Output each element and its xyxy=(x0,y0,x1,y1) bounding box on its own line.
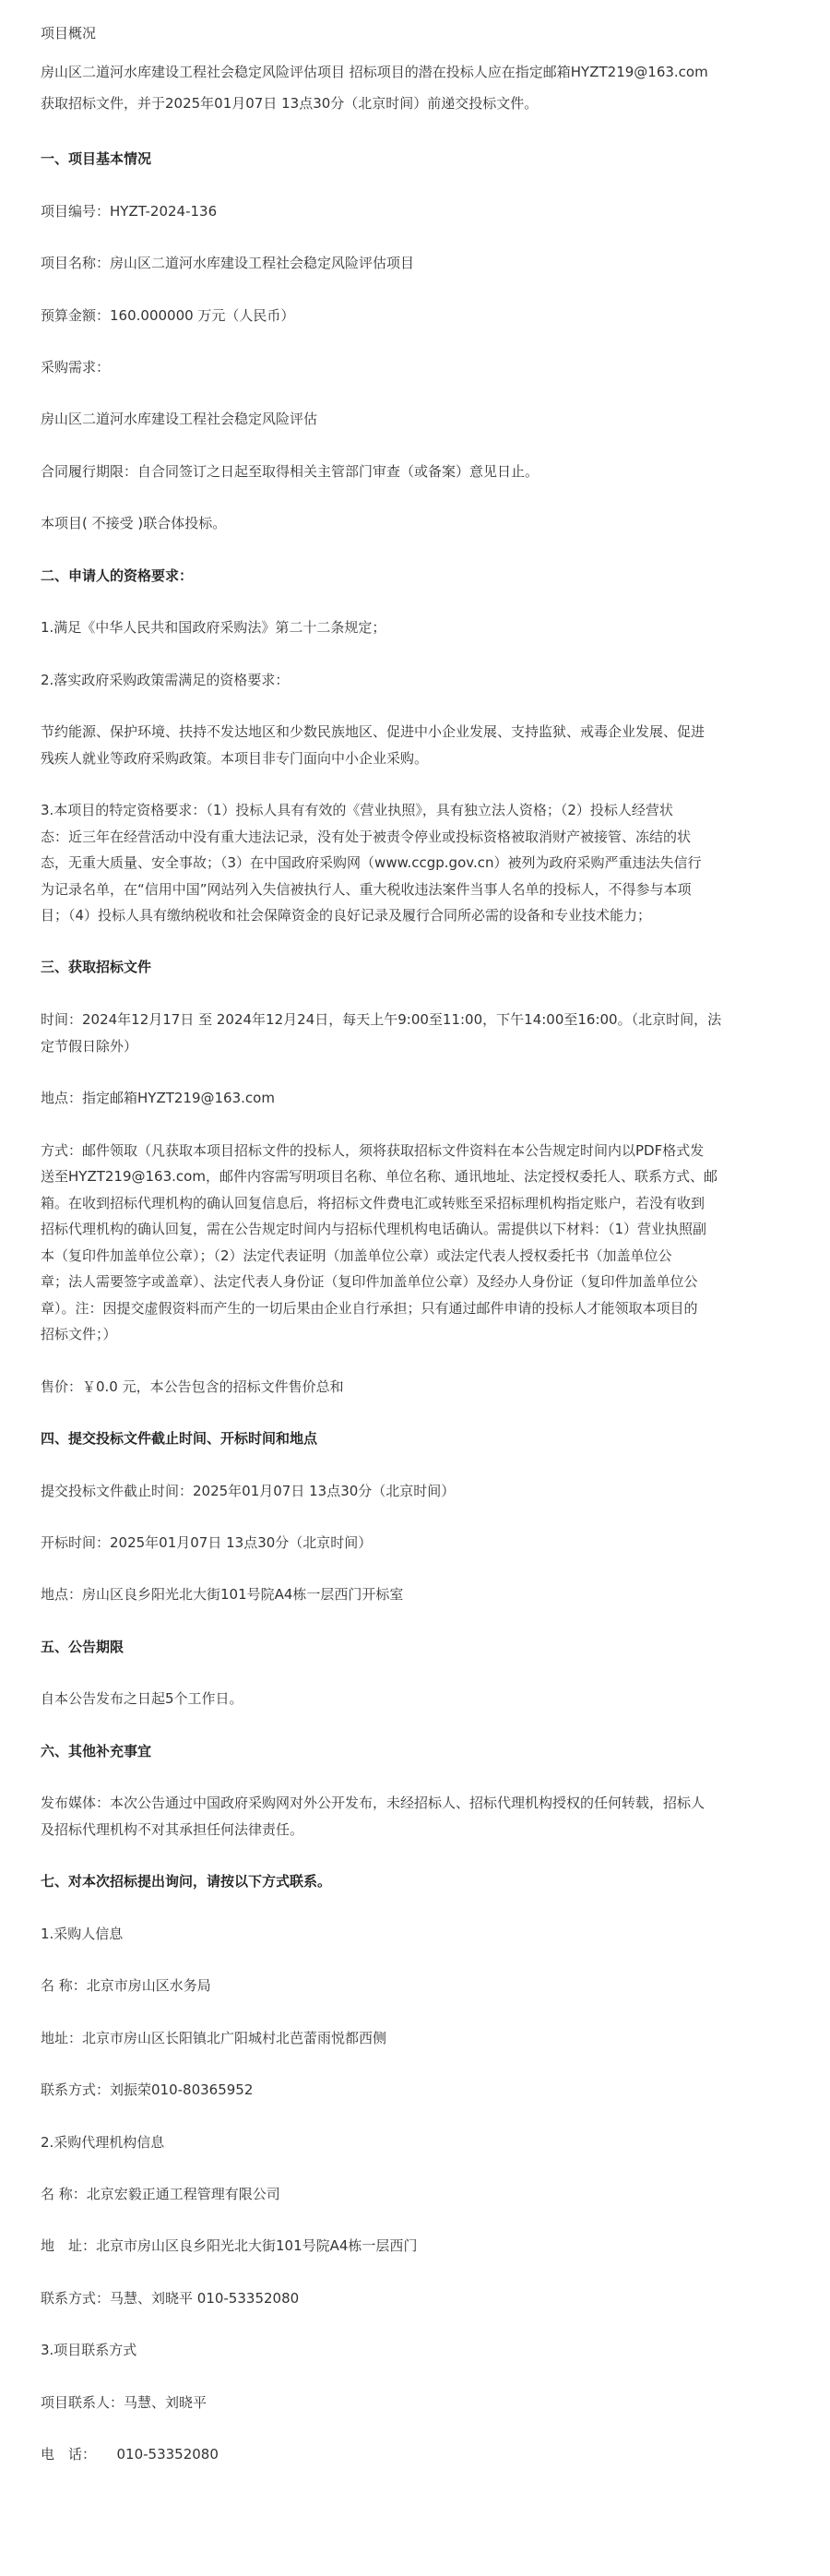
requirement-2-line-2: 残疾人就业等政府采购政策。本项目非专门面向中小企业采购。 xyxy=(41,750,429,767)
notice-period: 自本公告发布之日起5个工作日。 xyxy=(41,1690,243,1707)
agent-name: 名 称：北京宏毅正通工程管理有限公司 xyxy=(41,2186,280,2202)
requirement-3-line-1: 3.本项目的特定资格要求：（1）投标人具有有效的《营业执照》，具有独立法人资格；（2）投标人经营状 xyxy=(41,802,673,818)
section-3-heading: 三、获取招标文件 xyxy=(41,959,152,975)
obtain-time-line-2: 定节假日除外） xyxy=(41,1038,138,1055)
requirement-3-line-2: 态：近三年在经营活动中没有重大违法记录，没有处于被责令停业或投标资格被取消财产被接管、冻结的状 xyxy=(41,829,692,845)
overview-title: 项目概况 xyxy=(41,25,97,42)
section-6-heading: 六、其他补充事宜 xyxy=(41,1743,152,1759)
media-line-1: 发布媒体：本次公告通过中国政府采购网对外公开发布，未经招标人、招标代理机构授权的任何转载，招标人 xyxy=(41,1795,706,1811)
obtain-method-line-5: 本（复印件加盖单位公章）；（2）法定代表证明（加盖单位公章）或法定代表人授权委托书（加盖单位公 xyxy=(41,1247,672,1264)
requirement-3-line-3: 态，无重大质量、安全事故；（3）在中国政府采购网（www.ccgp.gov.cn）被列为政府采购严重违法失信行 xyxy=(41,854,702,871)
agent-contact: 联系方式：马慧、刘晓平 010-53352080 xyxy=(41,2290,300,2307)
budget-amount: 预算金额：160.000000 万元（人民币） xyxy=(41,307,295,324)
obtain-method-line-6: 章；法人需要签字或盖章）、法定代表人身份证（复印件加盖单位公章）及经办人身份证（复印件加盖单位公 xyxy=(41,1273,698,1290)
obtain-method-line-8: 招标文件；） xyxy=(41,1326,117,1342)
demand-text: 房山区二道河水库建设工程社会稳定风险评估 xyxy=(41,411,318,427)
project-contact-phone: 电 话： 010-53352080 xyxy=(41,2446,219,2463)
project-name: 项目名称：房山区二道河水库建设工程社会稳定风险评估项目 xyxy=(41,255,415,271)
obtain-method-line-4: 招标代理机构的确认回复，需在公告规定时间内与招标代理机构电话确认。需提供以下材料：（1）营业执照副 xyxy=(41,1221,707,1237)
opening-time: 开标时间：2025年01月07日 13点30分（北京时间） xyxy=(41,1534,373,1551)
consortium-note: 本项目( 不接受 )联合体投标。 xyxy=(41,515,227,531)
requirement-2-line-1: 节约能源、保护环境、扶持不发达地区和少数民族地区、促进中小企业发展、支持监狱、戒毒企业发展、促进 xyxy=(41,723,706,740)
section-4-heading: 四、提交投标文件截止时间、开标时间和地点 xyxy=(41,1430,318,1447)
project-contact-person: 项目联系人：马慧、刘晓平 xyxy=(41,2394,208,2411)
requirement-3-line-5: 目；（4）投标人具有缴纳税收和社会保障资金的良好记录及履行合同所必需的设备和专业技术能力； xyxy=(41,907,652,924)
obtain-method-line-7: 章）。注：因提交虚假资料而产生的一切后果由企业自行承担；只有通过邮件申请的投标人才能领取本项目的 xyxy=(41,1300,698,1317)
overview-line-2: 获取招标文件，并于2025年01月07日 13点30分（北京时间）前递交投标文件。 xyxy=(41,95,539,112)
obtain-place: 地点：指定邮箱HYZT219@163.com xyxy=(41,1090,275,1106)
overview-line-1: 房山区二道河水库建设工程社会稳定风险评估项目 招标项目的潜在投标人应在指定邮箱HYZT219@163.com xyxy=(41,64,708,80)
buyer-info-title: 1.采购人信息 xyxy=(41,1926,124,1942)
obtain-method-line-3: 箱。在收到招标代理机构的确认回复信息后，将招标文件费电汇或转账至采招标理机构指定账户，若没有收到 xyxy=(41,1195,706,1211)
section-2-heading: 二、申请人的资格要求： xyxy=(41,567,194,584)
demand-label: 采购需求： xyxy=(41,359,111,376)
agent-info-title: 2.采购代理机构信息 xyxy=(41,2134,165,2151)
obtain-time-line-1: 时间：2024年12月17日 至 2024年12月24日，每天上午9:00至11:00，下午14:00至16:00。（北京时间，法 xyxy=(41,1011,722,1028)
contract-period: 合同履行期限：自合同签订之日起至取得相关主管部门审查（或备案）意见日止。 xyxy=(41,463,540,480)
requirement-1: 1.满足《中华人民共和国政府采购法》第二十二条规定； xyxy=(41,619,386,636)
submission-deadline: 提交投标文件截止时间：2025年01月07日 13点30分（北京时间） xyxy=(41,1483,456,1499)
buyer-contact: 联系方式：刘振荣010-80365952 xyxy=(41,2081,254,2098)
obtain-method-line-1: 方式：邮件领取（凡获取本项目招标文件的投标人，须将获取招标文件资料在本公告规定时间内以PDF格式发 xyxy=(41,1142,705,1159)
requirement-2: 2.落实政府采购政策需满足的资格要求： xyxy=(41,672,290,688)
buyer-name: 名 称：北京市房山区水务局 xyxy=(41,1977,211,1994)
media-line-2: 及招标代理机构不对其承担任何法律责任。 xyxy=(41,1821,304,1838)
project-number: 项目编号：HYZT-2024-136 xyxy=(41,203,218,220)
document-price: 售价：￥0.0 元，本公告包含的招标文件售价总和 xyxy=(41,1378,344,1395)
requirement-3-line-4: 为记录名单，在“信用中国”网站列入失信被执行人、重大税收违法案件当事人名单的投标人，不得参与本项 xyxy=(41,881,692,898)
section-7-heading: 七、对本次招标提出询问，请按以下方式联系。 xyxy=(41,1873,332,1890)
project-contact-title: 3.项目联系方式 xyxy=(41,2342,137,2358)
section-5-heading: 五、公告期限 xyxy=(41,1639,125,1655)
section-1-heading: 一、项目基本情况 xyxy=(41,150,152,167)
opening-place: 地点：房山区良乡阳光北大街101号院A4栋一层西门开标室 xyxy=(41,1586,404,1603)
buyer-address: 地址：北京市房山区长阳镇北广阳城村北芭蕾雨悦都西侧 xyxy=(41,2030,387,2046)
agent-address: 地 址：北京市房山区良乡阳光北大街101号院A4栋一层西门 xyxy=(41,2237,418,2254)
obtain-method-line-2: 送至HYZT219@163.com，邮件内容需写明项目名称、单位名称、通讯地址、法定授权委托人、联系方式、邮 xyxy=(41,1168,717,1185)
